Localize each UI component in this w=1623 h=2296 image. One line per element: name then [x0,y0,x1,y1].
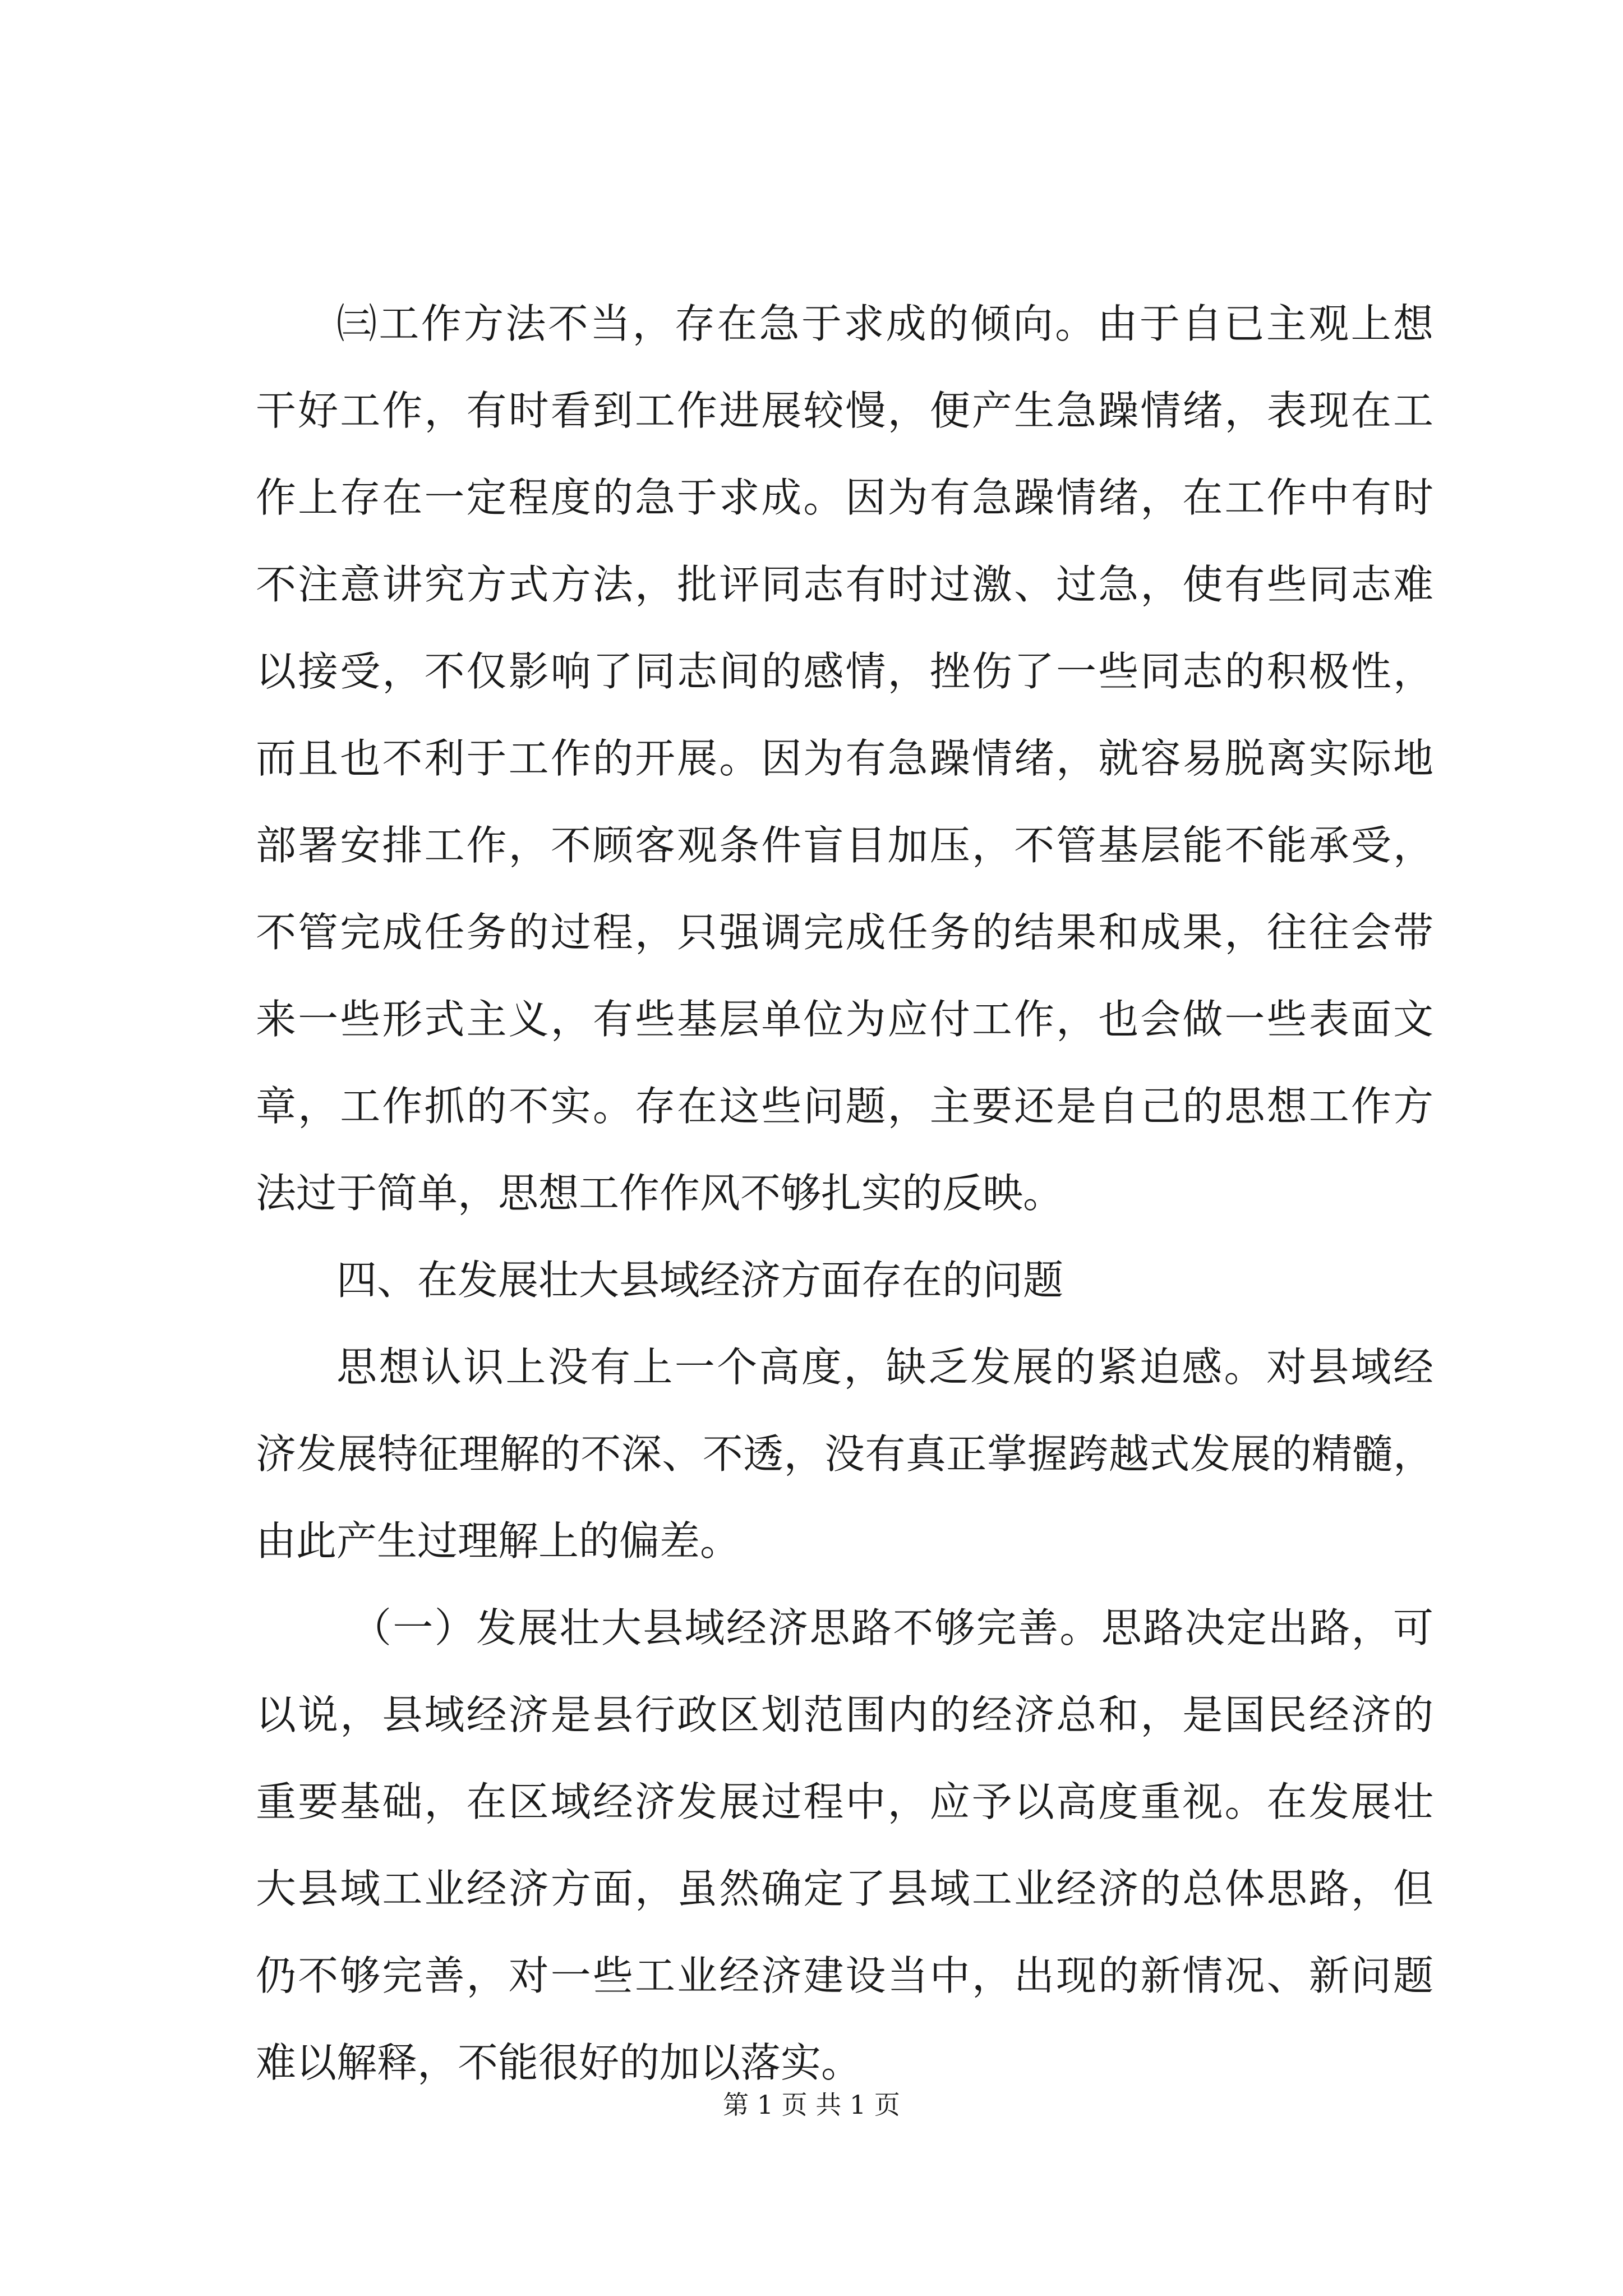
text-line: 干好工作，有时看到工作进展较慢，便产生急躁情绪，表现在工 [256,387,1433,434]
text-line: 难以解释，不能很好的加以落实。 [256,2039,862,2086]
heading-text: 四、在发展壮大县域经济方面存在的问题 [336,1257,1064,1304]
text-line: 由此产生过理解上的偏差。 [256,1517,741,1565]
text-line: 部署安排工作，不顾客观条件盲目加压，不管基层能不能承受， [256,822,1433,869]
text-line: 来一些形式主义，有些基层单位为应付工作，也会做一些表面文 [256,996,1433,1043]
text-line: （一）发展壮大县域经济思路不够完善。思路决定出路，可 [351,1604,1433,1651]
page-footer [0,2088,1623,2122]
text-line: 以说，县域经济是县行政区划范围内的经济总和，是国民经济的 [256,1691,1433,1738]
paragraph-ideological-awareness [256,1324,1433,1585]
text-line: 章，工作抓的不实。存在这些问题，主要还是自己的思想工作方 [256,1083,1433,1130]
text-line: 济发展特征理解的不深、不透，没有真正掌握跨越式发展的精髓， [256,1430,1433,1478]
section-heading [256,1237,1433,1324]
text-line: 思想认识上没有上一个高度，缺乏发展的紧迫感。对县域经 [336,1343,1433,1391]
text-line: 不注意讲究方式方法，批评同志有时过激、过急，使有些同志难 [256,561,1433,608]
text-line: 大县域工业经济方面，虽然确定了县域工业经济的总体思路，但 [256,1865,1433,1912]
page-number: 第 1 页 共 1 页 [723,2090,900,2120]
text-line: 不管完成任务的过程，只强调完成任务的结果和成果，往往会带 [256,909,1433,956]
text-line: 作上存在一定程度的急于求成。因为有急躁情绪，在工作中有时 [256,474,1433,521]
text-line: 法过于简单，思想工作作风不够扎实的反映。 [256,1170,1064,1217]
paragraph-work-method [256,280,1433,1237]
text-line: 仍不够完善，对一些工业经济建设当中，出现的新情况、新问题 [256,1952,1433,1999]
text-line: ㈢工作方法不当，存在急于求成的倾向。由于自已主观上想 [336,300,1433,347]
text-line: 以接受，不仅影响了同志间的感情，挫伤了一些同志的积极性， [256,648,1433,695]
text-line: 而且也不利于工作的开展。因为有急躁情绪，就容易脱离实际地 [256,735,1433,782]
paragraph-development-ideas [256,1585,1433,2106]
document-body [256,280,1433,2106]
text-line: 重要基础，在区域经济发展过程中，应予以高度重视。在发展壮 [256,1778,1433,1825]
